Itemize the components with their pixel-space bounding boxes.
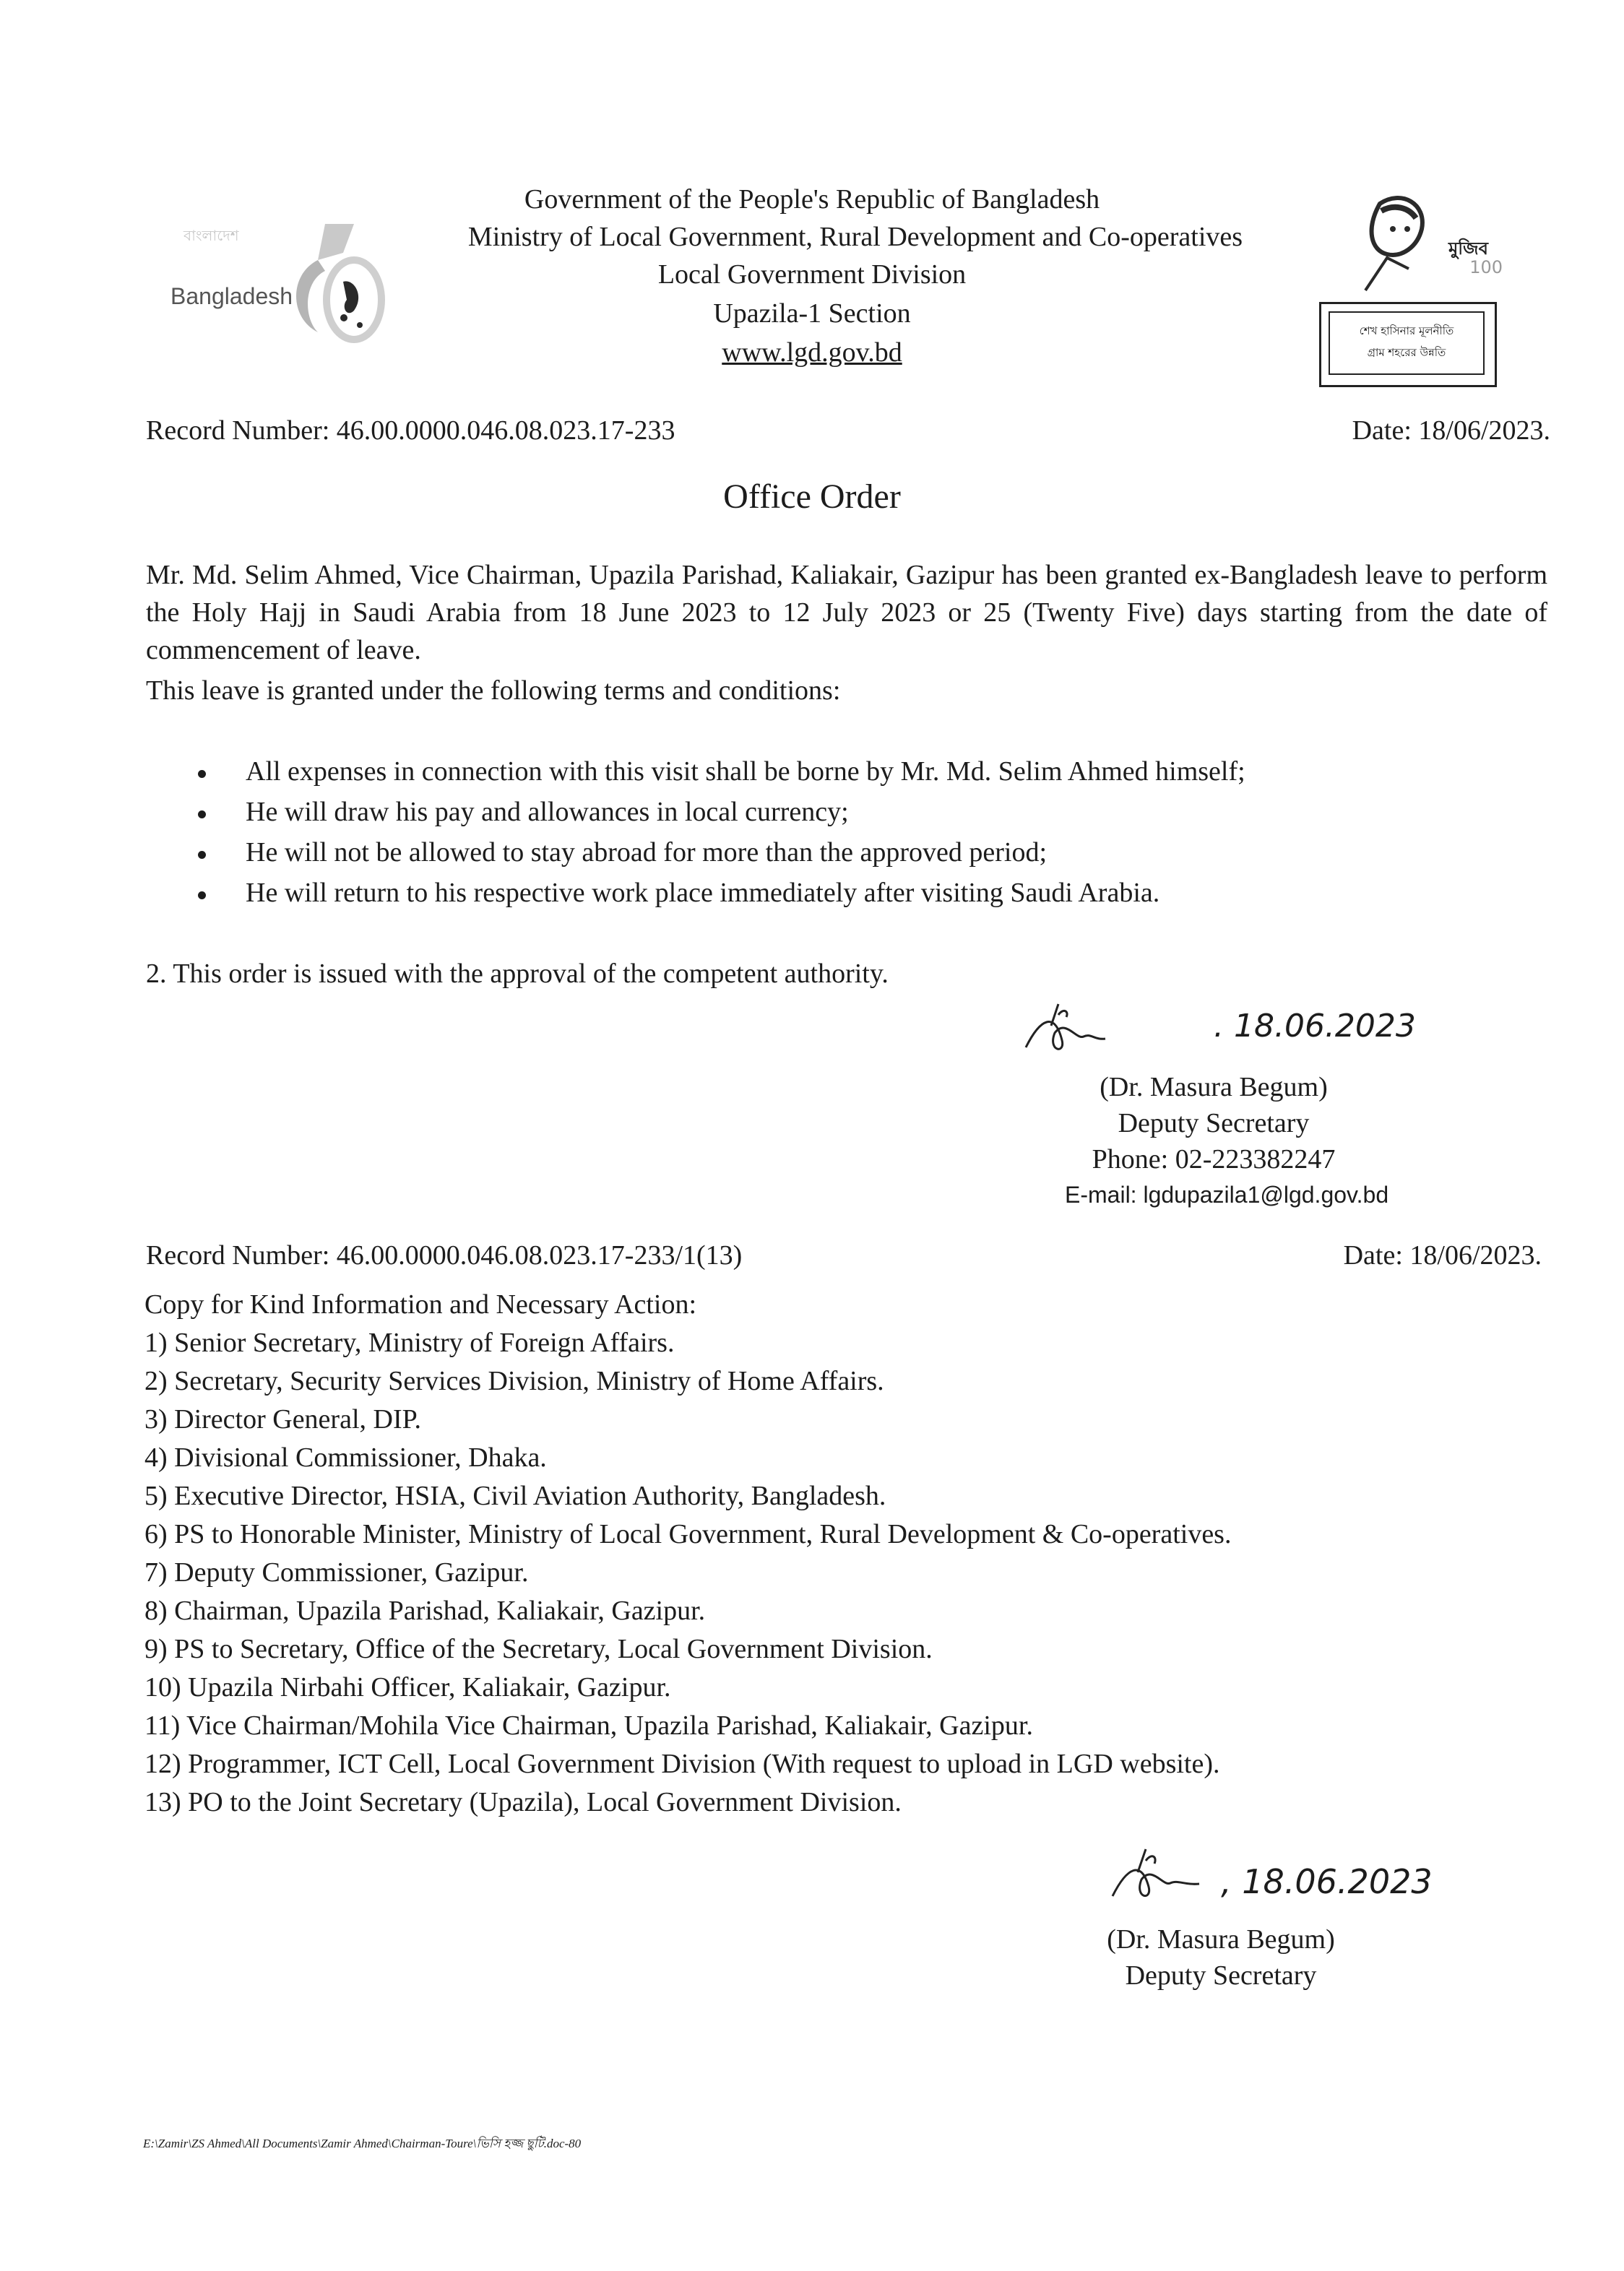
copy-item: 4) Divisional Commissioner, Dhaka. [144, 1442, 547, 1473]
signature-1-scribble-icon [1011, 997, 1228, 1062]
copy-item: 9) PS to Secretary, Office of the Secretary, Local Government Division. [144, 1634, 933, 1664]
slogan-line-2: গ্রাম শহরের উন্নতি [1367, 346, 1446, 359]
logo-bangla-text: বাংলাদেশ [183, 227, 239, 244]
record-number: Record Number: 46.00.0000.046.08.023.17-233 [146, 415, 675, 446]
logo-bangladesh-text: Bangladesh [170, 283, 293, 309]
condition-item: He will not be allowed to stay abroad for more than the approved period; [182, 832, 1245, 873]
copy-item: 5) Executive Director, HSIA, Civil Aviation Authority, Bangladesh. [144, 1481, 886, 1511]
condition-item: All expenses in connection with this visit shall be borne by Mr. Md. Selim Ahmed himself; [182, 751, 1245, 792]
copy-item: 2) Secretary, Security Services Division, Ministry of Home Affairs. [144, 1366, 884, 1396]
page-title: Office Order [723, 477, 901, 516]
copy-record-number: Record Number: 46.00.0000.046.08.023.17-233/1(13) [146, 1240, 743, 1271]
signatory-2-designation: Deputy Secretary [1125, 1960, 1317, 1991]
header-section: Upazila-1 Section [713, 298, 911, 329]
signatory-2-name: (Dr. Masura Begum) [1107, 1924, 1335, 1955]
copy-distribution-list [144, 1286, 1231, 1822]
mujib-text: মুজিব [1448, 238, 1488, 259]
conditions-list [182, 751, 1245, 913]
terms-intro: This leave is granted under the following terms and conditions: [146, 675, 841, 706]
header-government: Government of the People's Republic of Bangladesh [524, 184, 1100, 215]
signatory-1 [1040, 1069, 1387, 1177]
header-ministry: Ministry of Local Government, Rural Development and Co-operatives [467, 222, 1243, 252]
signatory-2 [1069, 1921, 1373, 1994]
header-division: Local Government Division [657, 259, 967, 290]
copy-item: 11) Vice Chairman/Mohila Vice Chairman, Upazila Parishad, Kaliakair, Gazipur. [144, 1710, 1033, 1741]
condition-item: He will return to his respective work place immediately after visiting Saudi Arabia. [182, 873, 1245, 913]
slogan-line-1: শেখ হাসিনার মূলনীতি [1359, 324, 1454, 337]
copy-item: 12) Programmer, ICT Cell, Local Government Division (With request to upload in LGD website). [144, 1749, 1220, 1779]
approval-statement: 2. This order is issued with the approval of the competent authority. [146, 959, 889, 989]
signature-2-date: , 18.06.2023 [1221, 1862, 1433, 1901]
signatory-1-name: (Dr. Masura Begum) [1100, 1072, 1328, 1102]
order-paragraph: Mr. Md. Selim Ahmed, Vice Chairman, Upazila Parishad, Kaliakair, Gazipur has been granted ex-Bangladesh leave to perform the Holy Hajj in Saudi Arabia from 18 June 2023 to 12 July 2023 or 25 (Twenty Five) days starting from the date of commencement of leave. [146, 560, 1547, 665]
file-path-footer: E:\Zamir\ZS Ahmed\All Documents\Zamir Ahmed\Chairman-Toure\ভিসি হজ্জ ছুটি.doc-80 [143, 2137, 582, 2150]
signature-1-date: . 18.06.2023 [1214, 1008, 1416, 1044]
mujib-number: 100 [1469, 257, 1503, 277]
copy-item: 13) PO to the Joint Secretary (Upazila), Local Government Division. [144, 1787, 902, 1817]
signatory-1-email: E-mail: lgdupazila1@lgd.gov.bd [1065, 1182, 1389, 1208]
copy-item: 6) PS to Honorable Minister, Ministry of Local Government, Rural Development & Co-operatives. [144, 1519, 1232, 1549]
signatory-1-phone: Phone: 02-223382247 [1092, 1144, 1336, 1175]
copy-item: 1) Senior Secretary, Ministry of Foreign Affairs. [144, 1328, 675, 1358]
header-website-link[interactable]: www.lgd.gov.bd [722, 337, 902, 368]
copy-item: 8) Chairman, Upazila Parishad, Kaliakair, Gazipur. [144, 1596, 706, 1626]
record-date: Date: 18/06/2023. [1352, 415, 1550, 446]
copy-heading: Copy for Kind Information and Necessary Action: [144, 1289, 697, 1320]
copy-item: 7) Deputy Commissioner, Gazipur. [144, 1557, 529, 1588]
copy-item: 3) Director General, DIP. [144, 1404, 422, 1435]
copy-item: 10) Upazila Nirbahi Officer, Kaliakair, Gazipur. [144, 1672, 671, 1703]
copy-record-date: Date: 18/06/2023. [1343, 1240, 1542, 1271]
signatory-1-designation: Deputy Secretary [1118, 1108, 1310, 1138]
condition-item: He will draw his pay and allowances in local currency; [182, 792, 1245, 832]
